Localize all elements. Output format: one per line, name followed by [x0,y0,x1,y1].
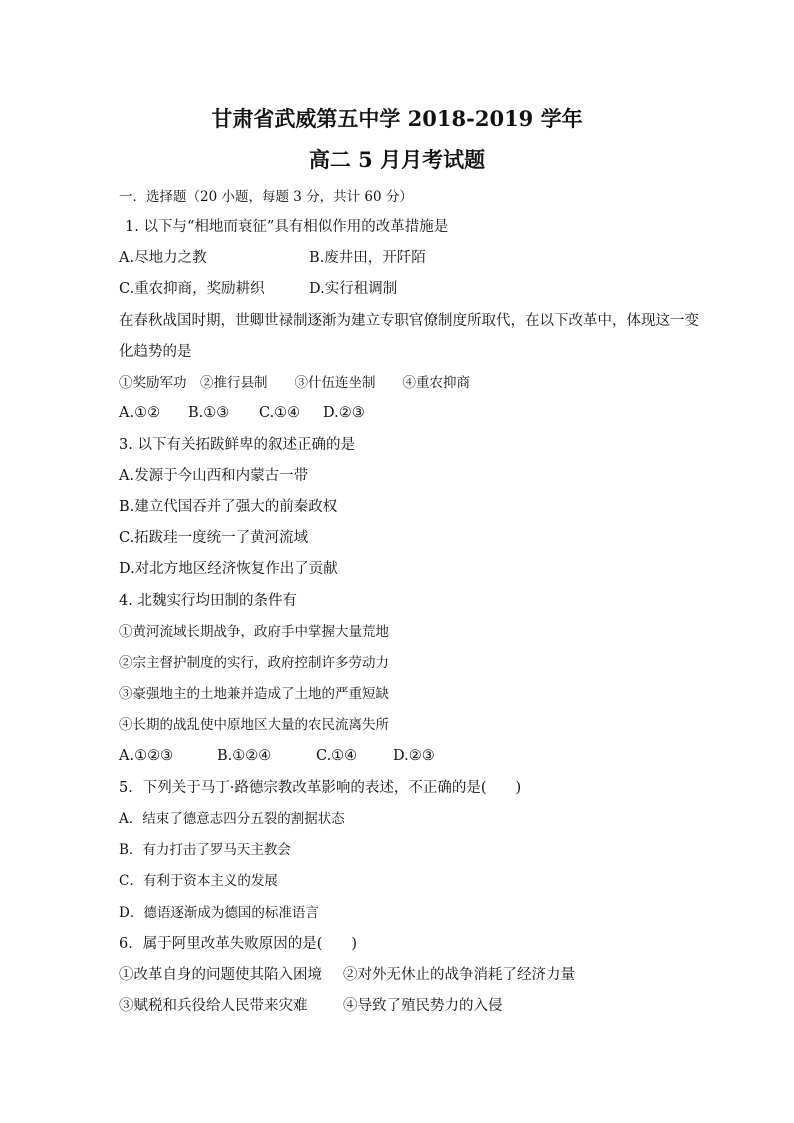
q1-option-c: C.重农抑商，奖励耕织 [119,281,265,297]
q4-option-a: A.①②③ [119,748,174,764]
q5-option-c: C．有利于资本主义的发展 [119,873,278,889]
q4-item-3: ③豪强地主的土地兼并造成了土地的严重短缺 [119,686,389,702]
q6-item-2: ②对外无休止的战争消耗了经济力量 [343,967,575,983]
exam-title: 甘肃省武威第五中学 2018-2019 学年 [211,106,583,131]
q1-option-d: D.实行租调制 [309,281,398,297]
q4-option-d: D.②③ [393,748,435,764]
section-heading: 一．选择题（20 小题，每题 3 分，共计 60 分） [119,189,413,205]
exam-subtitle: 高二 5 月月考试题 [308,147,486,172]
q5-stem: 5．下列关于马丁·路德宗教改革影响的表述，不正确的是( ) [119,780,522,796]
q4-item-4: ④长期的战乱使中原地区大量的农民流离失所 [119,717,389,733]
q1-option-b: B.废井田，开阡陌 [309,250,426,266]
q2-stem-line1: 在春秋战国时期，世卿世禄制逐渐为建立专职官僚制度所取代，在以下改革中，体现这一变 [119,313,699,329]
q4-item-2: ②宗主督护制度的实行，政府控制许多劳动力 [119,655,389,671]
q6-item-1: ①改革自身的问题使其陷入困境 [119,967,322,983]
q2-items: ①奖励军功 ②推行县制 ③什伍连坐制 ④重农抑商 [119,375,470,391]
q2-stem-line2: 化趋势的是 [119,344,192,360]
q4-option-b: B.①②④ [217,748,272,764]
q1-stem: 1. 以下与“相地而衰征”具有相似作用的改革措施是 [125,219,449,235]
q5-option-d: D．德语逐渐成为德国的标准语言 [119,905,319,921]
q6-item-4: ④导致了殖民势力的入侵 [343,998,503,1014]
q1-option-a: A.尽地力之教 [119,250,207,266]
q3-option-a: A.发源于今山西和内蒙古一带 [119,468,309,484]
q4-option-c: C.①④ [316,748,358,764]
q3-option-d: D.对北方地区经济恢复作出了贡献 [119,561,338,577]
q3-option-b: B.建立代国吞并了强大的前秦政权 [119,499,338,515]
q2-option-b: B.①③ [188,405,230,421]
q4-stem: 4. 北魏实行均田制的条件有 [119,593,297,609]
q4-item-1: ①黄河流域长期战争，政府手中掌握大量荒地 [119,624,389,640]
q3-stem: 3. 以下有关拓跋鲜卑的叙述正确的是 [119,437,355,453]
q5-option-a: A．结束了德意志四分五裂的割据状态 [119,811,345,827]
q3-option-c: C.拓跋珪一度统一了黄河流域 [119,530,309,546]
q2-option-c: C.①④ [259,405,301,421]
q6-stem: 6．属于阿里改革失败原因的是( ) [119,936,358,952]
q2-option-a: A.①② [119,405,161,421]
q2-option-d: D.②③ [323,405,365,421]
q6-item-3: ③赋税和兵役给人民带来灾难 [119,998,308,1014]
q5-option-b: B．有力打击了罗马天主教会 [119,842,291,858]
